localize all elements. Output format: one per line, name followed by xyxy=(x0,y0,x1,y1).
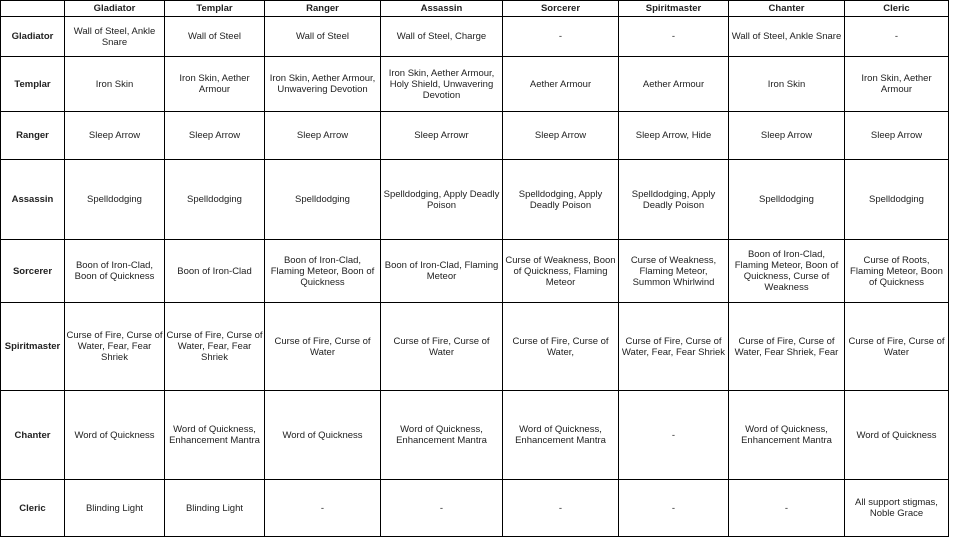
row-header-assassin: Assassin xyxy=(1,160,65,240)
table-cell: Iron Skin, Aether Armour, Holy Shield, Unwavering Devotion xyxy=(381,57,503,112)
table-cell: - xyxy=(503,17,619,57)
table-cell: Sleep Arrow xyxy=(845,112,949,160)
table-cell: Curse of Fire, Curse of Water xyxy=(381,303,503,391)
table-cell: All support stigmas, Noble Grace xyxy=(845,480,949,537)
table-cell: Iron Skin, Aether Armour xyxy=(165,57,265,112)
table-cell: Blinding Light xyxy=(165,480,265,537)
table-cell: Curse of Fire, Curse of Water, Fear Shriek, Fear xyxy=(729,303,845,391)
row-header-ranger: Ranger xyxy=(1,112,65,160)
table-cell: Spelldodging, Apply Deadly Poison xyxy=(503,160,619,240)
row-header-chanter: Chanter xyxy=(1,391,65,480)
column-header-assassin: Assassin xyxy=(381,1,503,17)
table-cell: Wall of Steel, Charge xyxy=(381,17,503,57)
table-cell: Spelldodging xyxy=(165,160,265,240)
table-body xyxy=(1,17,949,537)
table-cell: Iron Skin, Aether Armour, Unwavering Devotion xyxy=(265,57,381,112)
table-row xyxy=(1,391,949,480)
table-row xyxy=(1,112,949,160)
table-cell: Wall of Steel xyxy=(165,17,265,57)
table-cell: - xyxy=(619,480,729,537)
table-cell: Blinding Light xyxy=(65,480,165,537)
corner-cell xyxy=(1,1,65,17)
table-cell: Word of Quickness, Enhancement Mantra xyxy=(729,391,845,480)
table-cell: Curse of Fire, Curse of Water xyxy=(845,303,949,391)
table-cell: Curse of Fire, Curse of Water, Fear, Fear Shriek xyxy=(619,303,729,391)
table-cell: Spelldodging, Apply Deadly Poison xyxy=(619,160,729,240)
table-cell: Sleep Arrowr xyxy=(381,112,503,160)
table-cell: - xyxy=(381,480,503,537)
table-cell: Curse of Roots, Flaming Meteor, Boon of Quickness xyxy=(845,240,949,303)
table-cell: Iron Skin xyxy=(65,57,165,112)
table-cell: Word of Quickness xyxy=(65,391,165,480)
table-cell: Iron Skin xyxy=(729,57,845,112)
table-cell: Wall of Steel, Ankle Snare xyxy=(729,17,845,57)
table-cell: Iron Skin, Aether Armour xyxy=(845,57,949,112)
table-cell: Word of Quickness, Enhancement Mantra xyxy=(503,391,619,480)
table-cell: Spelldodging, Apply Deadly Poison xyxy=(381,160,503,240)
header-row xyxy=(1,1,949,17)
row-header-templar: Templar xyxy=(1,57,65,112)
table-cell: Curse of Fire, Curse of Water xyxy=(265,303,381,391)
table-cell: Spelldodging xyxy=(729,160,845,240)
table-row xyxy=(1,240,949,303)
table-cell: Sleep Arrow xyxy=(65,112,165,160)
table-cell: Aether Armour xyxy=(503,57,619,112)
table-cell: Spelldodging xyxy=(845,160,949,240)
table-cell: Wall of Steel, Ankle Snare xyxy=(65,17,165,57)
table-cell: Boon of Iron-Clad, Flaming Meteor xyxy=(381,240,503,303)
table-row xyxy=(1,160,949,240)
table-row xyxy=(1,303,949,391)
table-cell: Boon of Iron-Clad, Flaming Meteor, Boon of Quickness xyxy=(265,240,381,303)
table-cell: Word of Quickness xyxy=(845,391,949,480)
table-cell: - xyxy=(619,17,729,57)
table-cell: Word of Quickness, Enhancement Mantra xyxy=(165,391,265,480)
table-cell: Sleep Arrow xyxy=(503,112,619,160)
column-header-templar: Templar xyxy=(165,1,265,17)
table-cell: Curse of Fire, Curse of Water, Fear, Fear Shriek xyxy=(65,303,165,391)
table-cell: Sleep Arrow xyxy=(265,112,381,160)
table-cell: Word of Quickness xyxy=(265,391,381,480)
table-cell: Spelldodging xyxy=(265,160,381,240)
table-cell: Sleep Arrow xyxy=(729,112,845,160)
table-row xyxy=(1,17,949,57)
row-header-spiritmaster: Spiritmaster xyxy=(1,303,65,391)
table-cell: - xyxy=(619,391,729,480)
column-header-gladiator: Gladiator xyxy=(65,1,165,17)
table-cell: Word of Quickness, Enhancement Mantra xyxy=(381,391,503,480)
table-cell: Boon of Iron-Clad, Flaming Meteor, Boon of Quickness, Curse of Weakness xyxy=(729,240,845,303)
table-cell: Wall of Steel xyxy=(265,17,381,57)
table-cell: - xyxy=(845,17,949,57)
table-row xyxy=(1,57,949,112)
table-cell: - xyxy=(265,480,381,537)
table-cell: - xyxy=(503,480,619,537)
table-cell: Curse of Fire, Curse of Water, Fear, Fear Shriek xyxy=(165,303,265,391)
table-cell: Sleep Arrow, Hide xyxy=(619,112,729,160)
table-cell: Curse of Fire, Curse of Water, xyxy=(503,303,619,391)
table-cell: Aether Armour xyxy=(619,57,729,112)
table-cell: Spelldodging xyxy=(65,160,165,240)
table-cell: - xyxy=(729,480,845,537)
table-cell: Curse of Weakness, Boon of Quickness, Flaming Meteor xyxy=(503,240,619,303)
table-cell: Boon of Iron-Clad, Boon of Quickness xyxy=(65,240,165,303)
table-cell: Boon of Iron-Clad xyxy=(165,240,265,303)
table-row xyxy=(1,480,949,537)
column-header-sorcerer: Sorcerer xyxy=(503,1,619,17)
table-cell: Sleep Arrow xyxy=(165,112,265,160)
row-header-cleric: Cleric xyxy=(1,480,65,537)
column-header-ranger: Ranger xyxy=(265,1,381,17)
row-header-gladiator: Gladiator xyxy=(1,17,65,57)
column-header-cleric: Cleric xyxy=(845,1,949,17)
row-header-sorcerer: Sorcerer xyxy=(1,240,65,303)
table-cell: Curse of Weakness, Flaming Meteor, Summon Whirlwind xyxy=(619,240,729,303)
column-header-spiritmaster: Spiritmaster xyxy=(619,1,729,17)
column-header-chanter: Chanter xyxy=(729,1,845,17)
